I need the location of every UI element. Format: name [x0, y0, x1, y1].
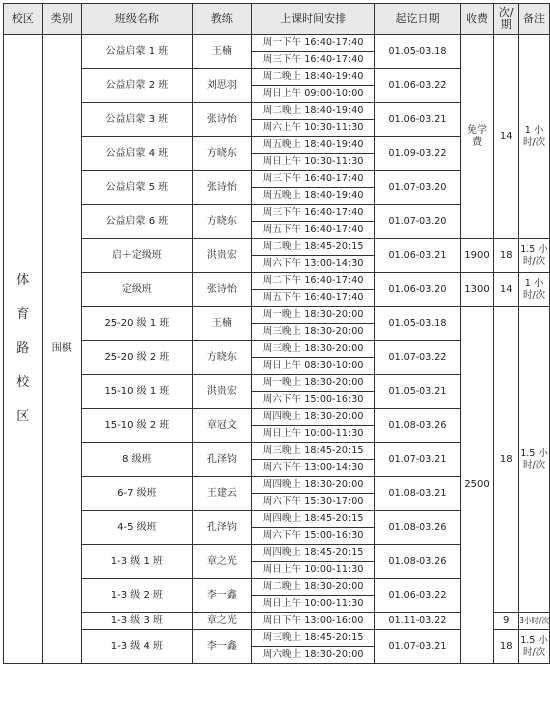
remark-cell: 1.5 小时/次	[519, 630, 550, 664]
remark-cell: 3小时/次	[519, 613, 550, 630]
class-time: 周二晚上 18:40-19:40	[251, 69, 374, 86]
coach-name: 章之光	[192, 613, 251, 630]
coach-name: 章之光	[192, 545, 251, 579]
class-name: 25-20 级 1 班	[82, 307, 193, 341]
class-name: 公益启蒙 1 班	[82, 35, 193, 69]
campus-char: 育	[16, 307, 30, 322]
fee-cell: 1300	[460, 273, 494, 307]
class-time: 周六晚上 18:30-20:00	[251, 647, 374, 664]
remark-cell: 1.5 小时/次	[519, 307, 550, 613]
header-fee: 收费	[460, 4, 494, 35]
class-time: 周六上午 10:30-11:30	[251, 120, 374, 137]
header-row	[4, 4, 550, 35]
class-time: 周三晚上 18:30-20:00	[251, 341, 374, 358]
header-campus: 校区	[4, 4, 43, 35]
class-period: 01.06-03.20	[375, 273, 460, 307]
class-period: 01.08-03.26	[375, 511, 460, 545]
class-time: 周四晚上 18:30-20:00	[251, 477, 374, 494]
class-time: 周一下午 16:40-17:40	[251, 35, 374, 52]
coach-name: 李一鑫	[192, 579, 251, 613]
schedule-row	[4, 35, 550, 52]
class-period: 01.08-03.21	[375, 477, 460, 511]
class-time: 周三晚上 18:45-20:15	[251, 443, 374, 460]
coach-name: 王建云	[192, 477, 251, 511]
remark-cell: 1 小时/次	[519, 35, 550, 239]
class-period: 01.08-03.26	[375, 545, 460, 579]
class-period: 01.07-03.21	[375, 443, 460, 477]
coach-name: 洪贵宏	[192, 375, 251, 409]
fee-text-line: 费	[471, 136, 482, 148]
schedule-row	[4, 239, 550, 256]
class-time: 周二晚上 18:30-20:00	[251, 579, 374, 596]
class-time: 周六下午 13:00-14:30	[251, 460, 374, 477]
header-category: 类别	[42, 4, 82, 35]
header-class-name: 班级名称	[82, 4, 193, 35]
class-period: 01.07-03.20	[375, 171, 460, 205]
class-time: 周四晚上 18:45-20:15	[251, 545, 374, 562]
class-time: 周五晚上 18:40-19:40	[251, 137, 374, 154]
sessions-cell: 18	[494, 307, 519, 613]
coach-name: 洪贵宏	[192, 239, 251, 273]
coach-name: 孔泽钧	[192, 511, 251, 545]
class-period: 01.05-03.21	[375, 375, 460, 409]
coach-name: 张诗怡	[192, 103, 251, 137]
class-period: 01.08-03.26	[375, 409, 460, 443]
class-time: 周三晚上 18:30-20:00	[251, 324, 374, 341]
class-time: 周三晚上 18:45-20:15	[251, 630, 374, 647]
class-name: 公益启蒙 4 班	[82, 137, 193, 171]
class-period: 01.07-03.21	[375, 630, 460, 664]
class-time: 周五下午 16:40-17:40	[251, 290, 374, 307]
category-cell: 围棋	[42, 35, 82, 664]
sessions-cell: 14	[494, 35, 519, 239]
header-coach: 教练	[192, 4, 251, 35]
class-period: 01.06-03.22	[375, 579, 460, 613]
class-time: 周五下午 16:40-17:40	[251, 222, 374, 239]
class-period: 01.09-03.22	[375, 137, 460, 171]
class-name: 1-3 级 3 班	[82, 613, 193, 630]
class-name: 公益启蒙 5 班	[82, 171, 193, 205]
schedule-row	[4, 307, 550, 324]
class-name: 公益启蒙 2 班	[82, 69, 193, 103]
coach-name: 王楠	[192, 307, 251, 341]
class-time: 周日上午 09:00-10:00	[251, 86, 374, 103]
class-time: 周日上午 10:00-11:30	[251, 426, 374, 443]
class-time: 周日上午 10:00-11:30	[251, 596, 374, 613]
class-period: 01.06-03.21	[375, 239, 460, 273]
class-name: 公益启蒙 6 班	[82, 205, 193, 239]
sessions-cell: 14	[494, 273, 519, 307]
class-time: 周日上午 10:30-11:30	[251, 154, 374, 171]
header-schedule: 上课时间安排	[251, 4, 374, 35]
class-period: 01.06-03.22	[375, 69, 460, 103]
campus-char: 路	[16, 341, 30, 356]
class-period: 01.07-03.20	[375, 205, 460, 239]
coach-name: 李一鑫	[192, 630, 251, 664]
class-time: 周日上午 10:00-11:30	[251, 562, 374, 579]
header-remarks: 备注	[519, 4, 550, 35]
class-time: 周六下午 15:00-16:30	[251, 392, 374, 409]
campus-char: 体	[16, 273, 30, 288]
sessions-cell: 18	[494, 239, 519, 273]
remark-cell: 1.5 小时/次	[519, 239, 550, 273]
campus-cell	[4, 35, 43, 664]
class-period: 01.06-03.21	[375, 103, 460, 137]
class-period: 01.05-03.18	[375, 307, 460, 341]
class-time: 周六下午 15:30-17:00	[251, 494, 374, 511]
coach-name: 方晓东	[192, 137, 251, 171]
coach-name: 孔泽钧	[192, 443, 251, 477]
fee-text-line: 免学	[466, 124, 487, 136]
header-sessions: 次/期	[494, 4, 519, 35]
coach-name: 方晓东	[192, 341, 251, 375]
fee-cell: 1900	[460, 239, 494, 273]
coach-name: 方晓东	[192, 205, 251, 239]
fee-cell: 2500	[460, 307, 494, 664]
class-name: 25-20 级 2 班	[82, 341, 193, 375]
class-name: 定级班	[82, 273, 193, 307]
campus-char: 校	[16, 375, 30, 390]
class-time: 周日上午 08:30-10:00	[251, 358, 374, 375]
remark-cell: 1 小时/次	[519, 273, 550, 307]
class-time: 周四晚上 18:30-20:00	[251, 409, 374, 426]
class-time: 周四晚上 18:45-20:15	[251, 511, 374, 528]
fee-cell	[460, 35, 494, 239]
class-time: 周二下午 16:40-17:40	[251, 273, 374, 290]
coach-name: 张诗怡	[192, 171, 251, 205]
class-time: 周三下午 16:40-17:40	[251, 205, 374, 222]
header-period: 起讫日期	[375, 4, 460, 35]
sessions-cell: 9	[494, 613, 519, 630]
class-time: 周三下午 16:40-17:40	[251, 171, 374, 188]
class-period: 01.11-03.22	[375, 613, 460, 630]
schedule-row	[4, 273, 550, 290]
class-name: 8 级班	[82, 443, 193, 477]
class-time: 周一晚上 18:30-20:00	[251, 375, 374, 392]
schedule-table	[3, 3, 550, 664]
sessions-cell: 18	[494, 630, 519, 664]
class-time: 周五晚上 18:40-19:40	[251, 188, 374, 205]
class-time: 周二晚上 18:40-19:40	[251, 103, 374, 120]
campus-char: 区	[16, 409, 30, 424]
class-name: 1-3 级 4 班	[82, 630, 193, 664]
class-time: 周日下午 13:00-16:00	[251, 613, 374, 630]
class-name: 15-10 级 1 班	[82, 375, 193, 409]
class-time: 周六下午 15:00-16:30	[251, 528, 374, 545]
coach-name: 王楠	[192, 35, 251, 69]
class-name: 启＋定级班	[82, 239, 193, 273]
class-time: 周六下午 13:00-14:30	[251, 256, 374, 273]
coach-name: 章冠文	[192, 409, 251, 443]
class-period: 01.05-03.18	[375, 35, 460, 69]
class-name: 6-7 级班	[82, 477, 193, 511]
class-name: 4-5 级班	[82, 511, 193, 545]
class-name: 1-3 级 2 班	[82, 579, 193, 613]
class-name: 公益启蒙 3 班	[82, 103, 193, 137]
coach-name: 刘思羽	[192, 69, 251, 103]
class-time: 周二晚上 18:45-20:15	[251, 239, 374, 256]
class-period: 01.07-03.22	[375, 341, 460, 375]
coach-name: 张诗怡	[192, 273, 251, 307]
class-name: 15-10 级 2 班	[82, 409, 193, 443]
class-time: 周三下午 16:40-17:40	[251, 52, 374, 69]
class-name: 1-3 级 1 班	[82, 545, 193, 579]
class-time: 周一晚上 18:30-20:00	[251, 307, 374, 324]
